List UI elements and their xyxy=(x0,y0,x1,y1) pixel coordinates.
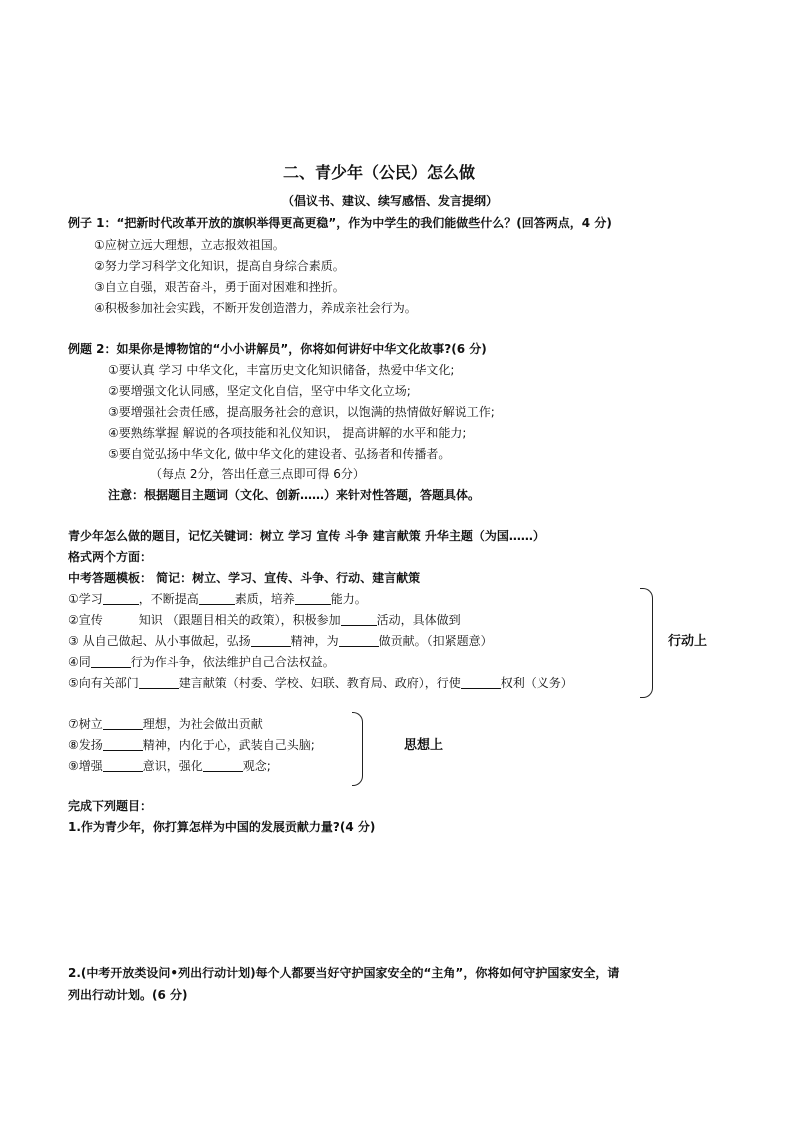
example2-answer: ②要增强文化认同感，坚定文化自信，坚守中华文化立场; xyxy=(108,384,411,398)
action-label: 行动上 xyxy=(668,634,708,649)
example1-answer: ②努力学习科学文化知识，提高自身综合素质。 xyxy=(94,259,345,273)
example2-answer: ⑤要自觉弘扬中华文化, 做中华文化的建设者、弘扬者和传播者。 xyxy=(108,447,451,461)
example2-scoring: （每点 2分，答出任意三点即可得 6分） xyxy=(150,467,365,481)
page-title: 二、青少年（公民）怎么做 xyxy=(283,163,476,182)
thought-bracket xyxy=(352,712,363,786)
fill-blank xyxy=(103,738,143,751)
fill-blank xyxy=(103,759,143,772)
thought-item-text: ⑨增强 xyxy=(68,759,103,773)
fill-blank xyxy=(103,614,139,626)
template-line: 中考答题模板： 简记：树立、学习、宣传、斗争、行动、建言献策 xyxy=(68,571,421,585)
thought-item-text: 精神，内化于心，武装自己头脑; xyxy=(142,738,315,752)
action-bracket xyxy=(640,588,653,698)
thought-item-text: 理想，为社会做出贡献 xyxy=(142,717,263,731)
thought-item-text: 观念; xyxy=(242,759,271,773)
question-1: 1.作为青少年，你打算怎样为中国的发展贡献力量?(4 分) xyxy=(68,820,376,834)
complete-heading: 完成下列题目： xyxy=(68,799,153,813)
action-item-text: ③ 从自己做起、从小事做起，弘扬 xyxy=(68,634,251,648)
fill-blank xyxy=(139,676,179,689)
action-item xyxy=(68,653,335,670)
action-item-text: ，不断提高 xyxy=(138,592,199,606)
action-item xyxy=(68,590,367,607)
thought-item-text: ⑦树立 xyxy=(68,717,103,731)
action-item-text: 做贡献。（扣紧题意） xyxy=(378,634,493,648)
example1-question: 例子 1：“把新时代改革开放的旗帜举得更高更稳”，作为中学生的我们能做些什么？(回答两点，4 分) xyxy=(68,216,612,230)
example2-answer: ①要认真 学习 中华文化，丰富历史文化知识储备，热爱中华文化; xyxy=(108,363,455,377)
action-item-text: ⑤向有关部门 xyxy=(68,676,139,690)
fill-blank xyxy=(341,613,377,626)
fill-blank xyxy=(199,592,235,605)
thought-item xyxy=(68,736,315,753)
example2-answer: ③要增强社会责任感，提高服务社会的意识，以饱满的热情做好解说工作; xyxy=(108,405,495,419)
fill-blank xyxy=(339,634,379,647)
fill-blank xyxy=(295,592,331,605)
page-subtitle: （倡议书、建议、续写感悟、发言提纲） xyxy=(282,194,499,208)
thought-item-text: ⑧发扬 xyxy=(68,738,103,752)
example1-answer: ③自立自强，艰苦奋斗，勇于面对困难和挫折。 xyxy=(94,280,345,294)
action-item-text: 能力。 xyxy=(330,592,367,606)
example2-note: 注意：根据题目主题词（文化、创新……）来针对性答题，答题具体。 xyxy=(108,488,481,502)
example2-question: 例题 2：如果你是博物馆的“小小讲解员”，你将如何讲好中华文化故事?(6 分) xyxy=(68,342,487,356)
fill-blank xyxy=(461,676,501,689)
action-item-text: ①学习 xyxy=(68,592,103,606)
thought-item xyxy=(68,757,271,774)
action-item xyxy=(68,632,493,649)
fill-blank xyxy=(251,634,291,647)
action-item xyxy=(68,611,461,628)
thought-label: 思想上 xyxy=(404,738,444,753)
fill-blank xyxy=(203,759,243,772)
action-item-text: ②宣传 xyxy=(68,613,103,627)
fill-blank xyxy=(91,655,131,668)
action-item-text: 活动，具体做到 xyxy=(376,613,461,627)
action-item-text: 精神，为 xyxy=(290,634,339,648)
example1-answer: ④积极参加社会实践，不断开发创造潜力，养成亲社会行为。 xyxy=(94,301,417,315)
keywords-line: 青少年怎么做的题目，记忆关键词：树立 学习 宣传 斗争 建言献策 升华主题（为国……） xyxy=(68,529,545,543)
action-item xyxy=(68,674,573,691)
thought-item-text: 意识，强化 xyxy=(142,759,203,773)
fill-blank xyxy=(103,592,139,605)
question-2-line2: 列出行动计划。(6 分) xyxy=(68,988,188,1002)
question-2-line1: 2.(中考开放类设问•列出行动计划)每个人都要当好守护国家安全的“主角”，你将如何守护国家安全，请 xyxy=(68,966,620,980)
action-item-text: 行为作斗争，依法维护自己合法权益。 xyxy=(130,655,335,669)
action-item-text: 知识 （跟题目相关的政策），积极参加 xyxy=(138,613,341,627)
example2-answer: ④要熟练掌握 解说的各项技能和礼仪知识， 提高讲解的水平和能力; xyxy=(108,426,467,440)
format-line: 格式两个方面： xyxy=(68,550,153,564)
action-item-text: 权利（义务） xyxy=(500,676,573,690)
thought-item xyxy=(68,715,263,732)
action-item-text: 建言献策（村委、学校、妇联、教育局、政府），行使 xyxy=(178,676,461,690)
action-item-text: 素质，培养 xyxy=(234,592,295,606)
example1-answer: ①应树立远大理想，立志报效祖国。 xyxy=(94,238,285,252)
action-item-text: ④同 xyxy=(68,655,91,669)
fill-blank xyxy=(103,717,143,730)
